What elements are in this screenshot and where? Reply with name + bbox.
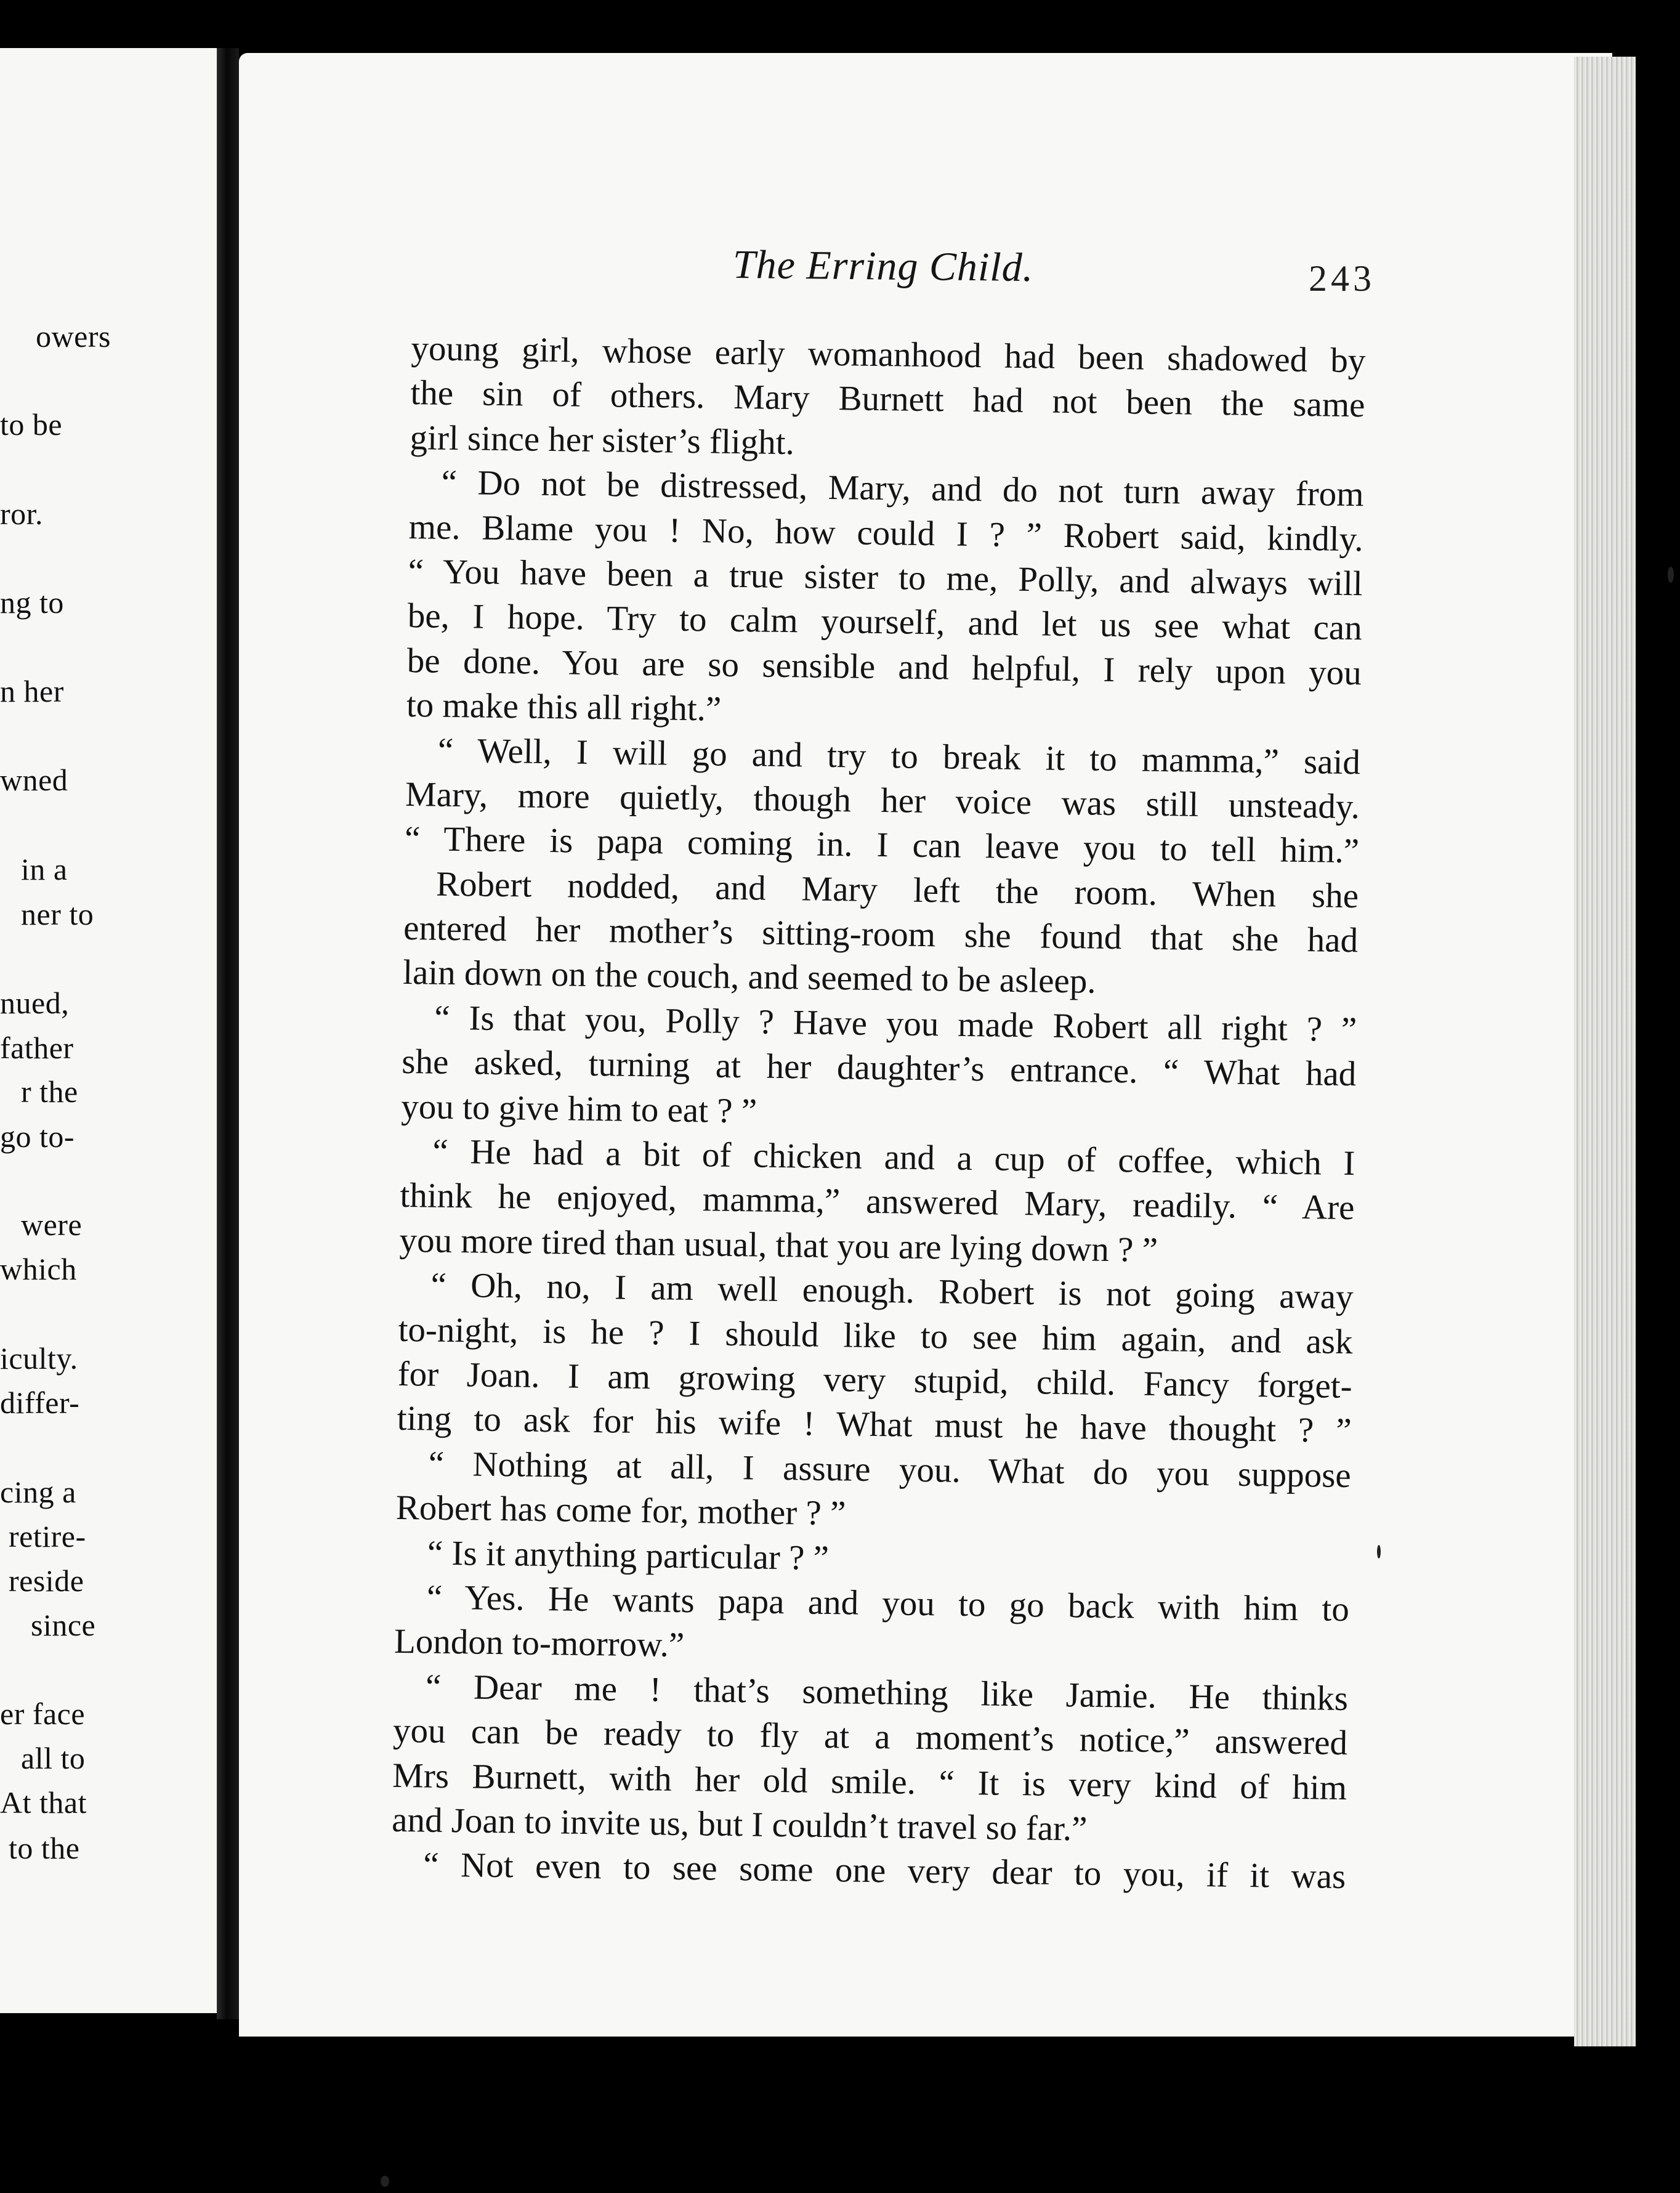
left-line: owers xyxy=(36,319,111,354)
text-line: “ Is that you, Polly ? Have you made Robert all right ? ” xyxy=(434,998,1357,1050)
left-line: reside xyxy=(9,1563,84,1598)
left-line: father xyxy=(0,1031,74,1065)
text-line: “ Dear me ! that’s something like Jamie. He thinks xyxy=(425,1667,1349,1718)
book-gutter xyxy=(217,48,239,2019)
text-line: girl since her sister’s flight. xyxy=(410,418,795,462)
left-line: all to xyxy=(21,1741,86,1775)
left-line: r the xyxy=(21,1074,78,1109)
left-line: which xyxy=(0,1252,77,1286)
left-line: ng to xyxy=(0,585,64,620)
text-line: you can be ready to fly at a moment’s notice,” answered xyxy=(392,1711,1348,1763)
left-line: in a xyxy=(21,852,68,886)
text-line: “ Not even to see some one very dear to you, if it was xyxy=(422,1845,1346,1897)
body-text xyxy=(391,326,1366,1900)
text-line: and Joan to invite us, but I couldn’t travel so far.” xyxy=(391,1800,1088,1849)
text-line: “ Yes. He wants papa and you to go back with him to xyxy=(426,1578,1350,1629)
text-line: “ You have been a true sister to me, Polly, and always will xyxy=(408,551,1363,604)
left-line: er face xyxy=(0,1696,86,1731)
left-line: iculty. xyxy=(0,1341,78,1376)
left-line: retire- xyxy=(9,1519,86,1554)
text-line: you more tired than usual, that you are lying down ? ” xyxy=(399,1220,1158,1270)
left-line: n her xyxy=(0,674,64,708)
left-line: go to- xyxy=(0,1119,75,1154)
text-line: the sin of others. Mary Burnett had not been the same xyxy=(410,373,1365,425)
text-line: entered her mother’s sitting-room she found that she had xyxy=(403,908,1359,960)
text-line: she asked, turning at her daughter’s entrance. “ What had xyxy=(401,1042,1357,1094)
text-line: Robert has come for, mother ? ” xyxy=(395,1488,846,1533)
left-line: At that xyxy=(0,1785,87,1820)
text-line: “ Do not be distressed, Mary, and do not turn away from xyxy=(441,463,1364,514)
text-line: you to give him to eat ? ” xyxy=(401,1087,757,1131)
left-line: were xyxy=(21,1207,83,1242)
text-line: London to-morrow.” xyxy=(394,1622,685,1665)
scan-speck xyxy=(381,2176,389,2187)
text-line: young girl, whose early womanhood had been shadowed by xyxy=(411,328,1366,381)
left-line: ner to xyxy=(21,897,94,931)
left-line: nued, xyxy=(0,986,70,1020)
text-line: lain down on the couch, and seemed to be asleep. xyxy=(402,953,1096,1002)
scan-speck xyxy=(1668,567,1674,583)
page-number: 243 xyxy=(1309,258,1375,299)
left-line: ror. xyxy=(0,497,44,531)
text-line: me. Blame you ! No, how could I ? ” Robert said, kindly. xyxy=(408,507,1364,559)
text-line: be, I hope. Try to calm yourself, and let us see what can xyxy=(407,596,1363,648)
text-line: “ Is it anything particular ? ” xyxy=(427,1533,830,1578)
text-line: ting to ask for his wife ! What must he have thought ? ” xyxy=(397,1399,1352,1451)
text-line: “ Nothing at all, I assure you. What do you suppose xyxy=(428,1444,1352,1495)
text-line: to make this all right.” xyxy=(406,686,722,729)
left-line: differ- xyxy=(0,1385,80,1420)
left-page xyxy=(0,48,217,2013)
text-line: Mary, more quietly, though her voice was still unsteady. xyxy=(405,774,1360,827)
text-line: “ Well, I will go and try to break it to mamma,” said xyxy=(437,731,1361,782)
left-line: cing a xyxy=(0,1475,76,1509)
text-line: think he enjoyed, mamma,” answered Mary, readily. “ Are xyxy=(400,1176,1355,1228)
scan-speck xyxy=(1377,1545,1381,1559)
page-edges xyxy=(1574,57,1636,2046)
text-line: “ He had a bit of chicken and a cup of coffee, which I xyxy=(432,1132,1355,1183)
text-line: “ There is papa coming in. I can leave you to tell him.” xyxy=(404,819,1360,871)
running-head: The Erring Child. xyxy=(732,242,1034,291)
left-line: to the xyxy=(9,1831,80,1865)
left-line: to be xyxy=(0,407,63,442)
text-line: to-night, is he ? I should like to see him again, and ask xyxy=(398,1310,1353,1361)
left-line: since xyxy=(31,1608,96,1642)
text-line: “ Oh, no, I am well enough. Robert is not going away xyxy=(430,1265,1354,1317)
text-line: Mrs Burnett, with her old smile. “ It is very kind of him xyxy=(392,1756,1347,1807)
left-line: wned xyxy=(0,763,68,797)
text-line: be done. You are so sensible and helpful, I rely upon you xyxy=(406,641,1362,692)
text-line: for Joan. I am growing very stupid, child. Fancy forget- xyxy=(397,1354,1353,1406)
text-line: Robert nodded, and Mary left the room. When she xyxy=(435,864,1359,915)
